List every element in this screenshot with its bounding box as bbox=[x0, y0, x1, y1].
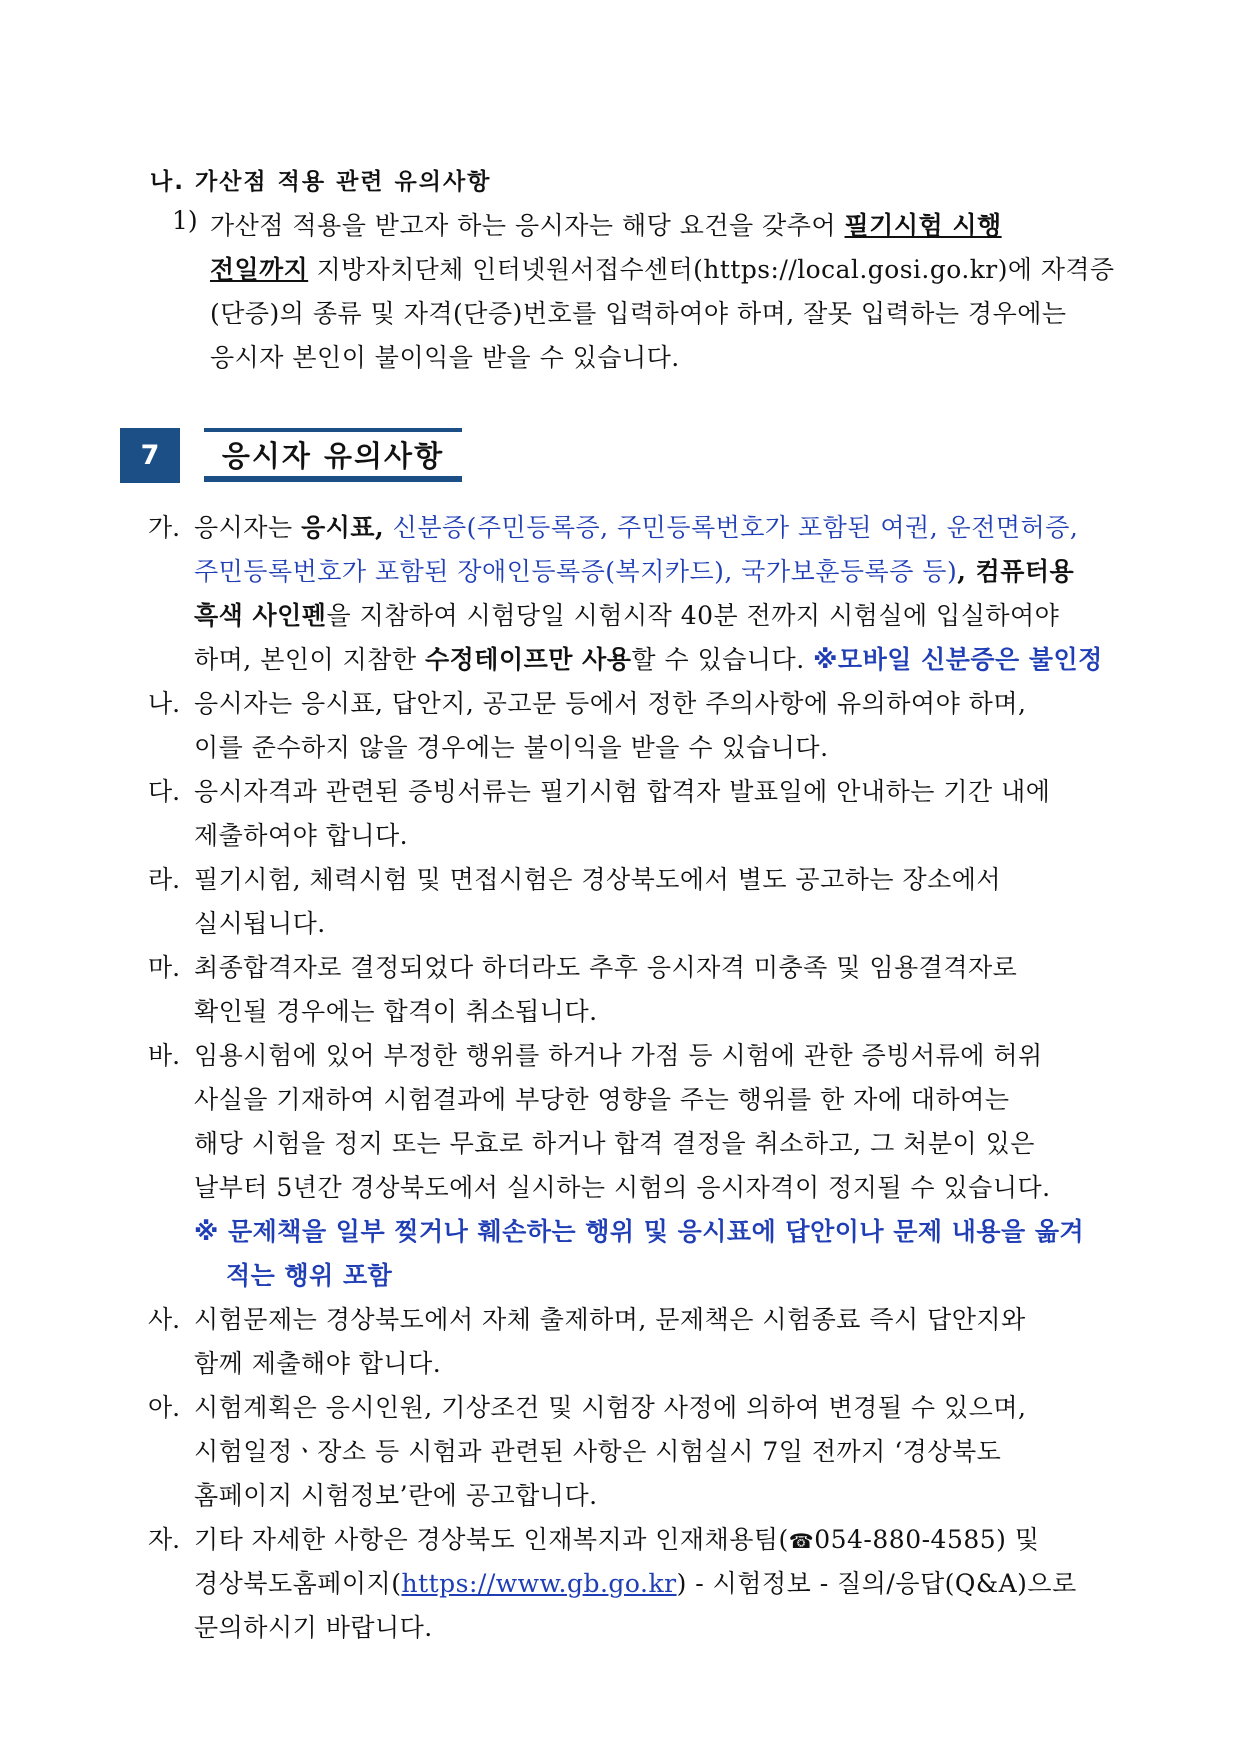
ga-line2: 주민등록번호가 포함된 장애인등록증(복지카드), 국가보훈등록증 등), 컴퓨터용 bbox=[194, 557, 1075, 586]
na-line1: 응시자는 응시표, 답안지, 공고문 등에서 정한 주의사항에 유의하여야 하며, bbox=[194, 689, 1027, 718]
ra-line1: 필기시험, 체력시험 및 면접시험은 경상북도에서 별도 공고하는 장소에서 bbox=[194, 865, 1002, 894]
item1-line4: 응시자 본인이 불이익을 받을 수 있습니다. bbox=[210, 343, 680, 372]
ma-line1: 최종합격자로 결정되었다 하더라도 추후 응시자격 미충족 및 임용결격자로 bbox=[194, 953, 1018, 982]
ba-line1: 임용시험에 있어 부정한 행위를 하거나 가점 등 시험에 관한 증빙서류에 허위 bbox=[194, 1041, 1043, 1070]
ja-line1: 기타 자세한 사항은 경상북도 인재복지과 인재채용팀(☎054-880-4585) 및 bbox=[194, 1525, 1040, 1554]
mobile-id-notice: ※모바일 신분증은 불인정 bbox=[813, 645, 1103, 674]
item-label-ra: 라. bbox=[148, 865, 181, 894]
ja-line2: 경상북도홈페이지(https://www.gb.go.kr) - 시험정보 - 질의/응답(Q&A)으로 bbox=[194, 1569, 1077, 1598]
item-label-ja: 자. bbox=[148, 1525, 181, 1554]
item1-deadline-text-cont: 전일까지 bbox=[210, 255, 309, 284]
ba-note-line2: 적는 행위 포함 bbox=[226, 1261, 393, 1290]
ba-note-line1: ※ 문제책을 일부 찢거나 훼손하는 행위 및 응시표에 답안이나 문제 내용을 옮겨 bbox=[194, 1217, 1085, 1246]
item-label-aa: 아. bbox=[148, 1393, 181, 1422]
item-label-da: 다. bbox=[148, 777, 181, 806]
ba-line3: 해당 시험을 정지 또는 무효로 하거나 합격 결정을 취소하고, 그 처분이 있은 bbox=[194, 1129, 1035, 1158]
ga-line3: 흑색 사인펜을 지참하여 시험당일 시험시작 40분 전까지 시험실에 입실하여야 bbox=[194, 601, 1060, 630]
item-number: 1) bbox=[172, 206, 198, 235]
item1-line1: 가산점 적용을 받고자 하는 응시자는 해당 요건을 갖추어 필기시험 시행 bbox=[210, 211, 1002, 240]
ga-line1: 응시자는 응시표, 신분증(주민등록증, 주민등록번호가 포함된 여권, 운전면허증, bbox=[194, 513, 1079, 542]
ra-line2: 실시됩니다. bbox=[194, 909, 326, 938]
item1-line2: 전일까지 지방자치단체 인터넷원서접수센터(https://local.gosi.go.kr)에 자격증 bbox=[210, 255, 1115, 284]
item1-line3: (단증)의 종류 및 자격(단증)번호를 입력하여야 하며, 잘못 입력하는 경우에는 bbox=[210, 299, 1067, 328]
aa-line1: 시험계획은 응시인원, 기상조건 및 시험장 사정에 의하여 변경될 수 있으며, bbox=[194, 1393, 1027, 1422]
item-label-sa: 사. bbox=[148, 1305, 181, 1334]
sa-line2: 함께 제출해야 합니다. bbox=[194, 1349, 442, 1378]
da-line2: 제출하여야 합니다. bbox=[194, 821, 409, 850]
item-label-ba: 바. bbox=[148, 1041, 181, 1070]
na-line2: 이를 준수하지 않을 경우에는 불이익을 받을 수 있습니다. bbox=[194, 733, 829, 762]
ja-line3: 문의하시기 바랍니다. bbox=[194, 1613, 433, 1642]
gb-homepage-link[interactable]: https://www.gb.go.kr bbox=[401, 1569, 677, 1598]
item1-deadline-text: 필기시험 시행 bbox=[844, 211, 1002, 240]
telephone-icon: ☎ bbox=[788, 1529, 815, 1553]
sub-heading: 나. 가산점 적용 관련 유의사항 bbox=[150, 169, 492, 195]
ma-line2: 확인될 경우에는 합격이 취소됩니다. bbox=[194, 997, 598, 1026]
ba-line2: 사실을 기재하여 시험결과에 부당한 영향을 주는 행위를 한 자에 대하여는 bbox=[194, 1085, 1010, 1114]
da-line1: 응시자격과 관련된 증빙서류는 필기시험 합격자 발표일에 안내하는 기간 내에 bbox=[194, 777, 1051, 806]
section-number-badge: 7 bbox=[120, 428, 180, 483]
sa-line1: 시험문제는 경상북도에서 자체 출제하며, 문제책은 시험종료 즉시 답안지와 bbox=[194, 1305, 1026, 1334]
ba-line4: 날부터 5년간 경상북도에서 실시하는 시험의 응시자격이 정지될 수 있습니다. bbox=[194, 1173, 1051, 1202]
aa-line3: 홈페이지 시험정보’란에 공고합니다. bbox=[194, 1481, 598, 1510]
section-header bbox=[120, 428, 480, 488]
section-title: 응시자 유의사항 bbox=[204, 428, 462, 482]
item-label-ma: 마. bbox=[148, 953, 181, 982]
ga-line4: 하며, 본인이 지참한 수정테이프만 사용할 수 있습니다. ※모바일 신분증은 불인정 bbox=[194, 645, 1103, 674]
item-label-na: 나. bbox=[148, 689, 181, 718]
aa-line2: 시험일정ㆍ장소 등 시험과 관련된 사항은 시험실시 7일 전까지 ‘경상북도 bbox=[194, 1437, 1002, 1466]
item-label-ga: 가. bbox=[148, 513, 181, 542]
